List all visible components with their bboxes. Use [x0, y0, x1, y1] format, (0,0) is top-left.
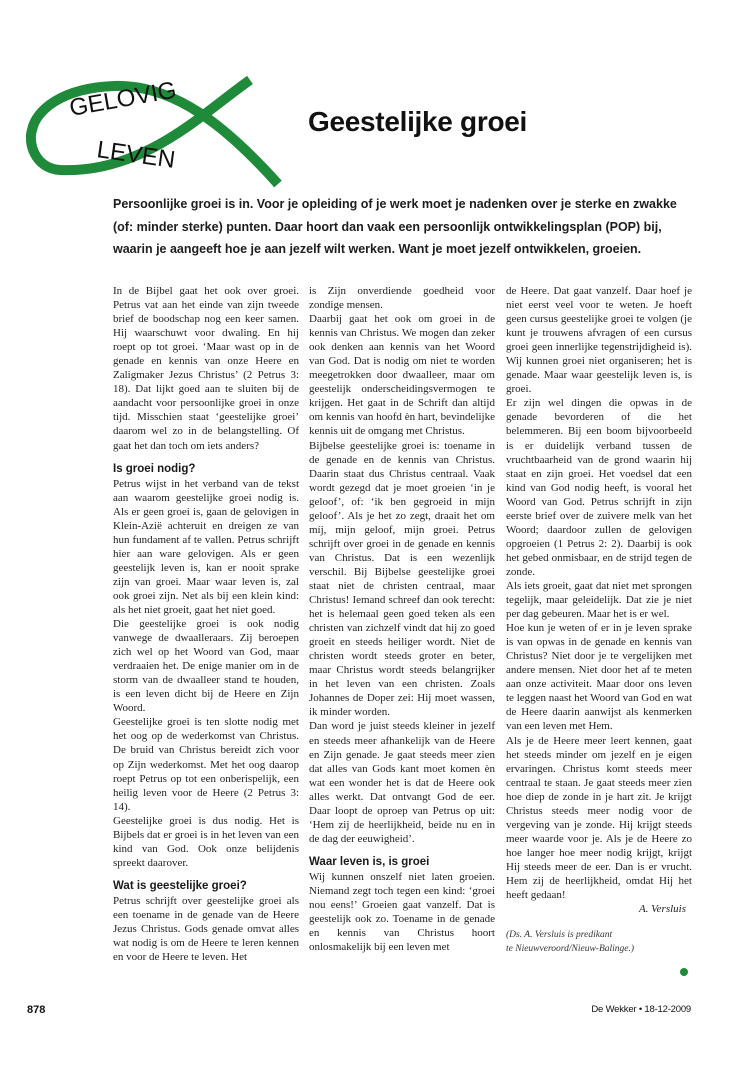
paragraph: Petrus schrijft over geestelijke groei als een toename in de genade van de Heere Jezus Christus. Gods genade omvat alles wat nodig is om de Heere te leren kennen en voor de Heere te leven. Het [113, 894, 299, 964]
author-note-line-2: te Nieuwveroord/Nieuw-Balinge.) [506, 944, 635, 955]
paragraph: Geestelijke groei is dus nodig. Het is Bijbels dat er groei is in het leven van een kind van God. Ook onze belijdenis spreekt daarover. [113, 814, 299, 869]
paragraph: Petrus wijst in het verband van de tekst aan waarom geestelijke groei nodig is. Als er geen groei is, gaan de gelovigen in Klein-Azië achteruit en dreigen ze van hun fundament af te vallen. Petrus schrijft hier aan ware gelovigen. Als er geen geestelijk leven is, kan er nooit sprake zijn van groei. Maar waar leven is, zal ook groei zijn. Net als bij een klein kind: als het niet groeit, gaat het niet goed. [113, 477, 299, 616]
paragraph: Er zijn wel dingen die opwas in de genade bevorderen of die het belemmeren. Bij een boom bijvoorbeeld is er duidelijk verband tussen de vruchtbaarheid van de grond waarin hij staat en zijn groei. Het voedsel dat een kind van God nodig heeft, is vooral het Woord van God. Petrus schrijft in zijn eerste brief over de zuivere melk van het Woord; daardoor zullen de gelovigen opgroeien (1 Petrus 2: 2). Daarbij is ook het gebed onmisbaar, en de strijd tegen de zonde. [506, 397, 692, 578]
end-of-article-dot-icon [680, 968, 688, 976]
logo-word-leven: LEVEN [95, 136, 177, 174]
paragraph: Geestelijke groei is ten slotte nodig met het oog op de wederkomst van Christus. De bruid van Christus bereidt zich voor op Zijn wederkomst. Met het oog daarop roept Petrus op tot een onberispelijk, een heilig leven voor de Heere (2 Petrus 3: 14). [113, 716, 299, 813]
paragraph: Wij kunnen onszelf niet laten groeien. Niemand zegt toch tegen een kind: ‘groei nou eens!’ Groeien gaat vanzelf. Dat is geestelijk ook zo. Toename in de genade en kennis van Christus hoort onlosmakelijk bij een leven met [309, 870, 495, 954]
article-column-1 [113, 284, 299, 964]
paragraph: Daarbij gaat het ook om groei in de kennis van Christus. We mogen dan zeker ook denken aan kennis van het Woord van God. Dat is nodig om niet te worden meegetrokken door dwaalleer, maar om geestelijk onderscheidingsvermogen te krijgen. Het gaat in de Schrift dan altijd om kennis van hoofd èn hart, bevindelijke kennis uit de omgang met Christus. [309, 313, 495, 438]
article-intro: Persoonlijke groei is in. Voor je opleiding of je werk moet je nadenken over je sterke en zwakke (of: minder sterke) punten. Daar hoort dan vaak een persoonlijk ontwikkelingsplan (POP) bij, waarin je aangeeft hoe je aan jezelf wilt werken. Want je moet jezelf ontwikkelen, groeien. [113, 197, 677, 256]
paragraph: In de Bijbel gaat het ook over groei. Petrus vat aan het einde van zijn tweede brief de boodschap nog een keer samen. Hij waarschuwt voor dwaling. En hij roept op tot groei. ‘Maar wast op in de genade en kennis van onze Heere en Zaligmaker Jezus Christus’ (2 Petrus 3: 18). Dat lijkt goed aan te sluiten bij de aandacht voor persoonlijke groei in onze tijd. Misschien staat ‘geestelijke groei’ daarom wel zo in de belangstelling. Of gaat het dan toch om iets anders? [113, 285, 299, 452]
paragraph: Als iets groeit, gaat dat niet met sprongen tegelijk, maar geleidelijk. Dat zie je niet per dag gebeuren. Maar het is er wel. [506, 579, 692, 621]
author-note-line-1: (Ds. A. Versluis is predikant [506, 930, 613, 941]
section-heading: Is groei nodig? [113, 462, 196, 475]
paragraph: Bijbelse geestelijke groei is: toename in de genade en de kennis van Christus. Daarin staat dus Christus centraal. Vaak wordt gezegd dat je moet groeien ‘in je geloof’, of: ‘ik ben gegroeid in mijn geloof’. Als je het zo zegt, draait het om míj, mijn geloof, mijn groei. Petrus schrijft over groei in de genade en kennis van Christus. Dat is een wezenlijk verschil. Bij Bijbelse geestelijke groei staat niet de christen centraal, maar Christus! Iemand schreef dan ook terecht: het is helemaal geen goed teken als een christen van zichzelf vindt dat hij zo goed groeit en steeds heiliger wordt. Niet de christen wordt steeds groter en beter, maar Christus wordt steeds belangrijker in het leven van een christen. Zoals Johannes de Doper zei: Hij moet wassen, ik minder worden. [309, 439, 495, 719]
paragraph: Hoe kun je weten of er in je leven sprake is van opwas in de genade en kennis van Christus? Niet door je te vergelijken met andere mensen. Niet door het af te meten aan onze activiteit. Maar door ons leven te leggen naast het Woord van God en wat de Heere daarin aanwijst als kenmerken van een leven met Hem. [506, 622, 692, 733]
gelovig-leven-fish-logo [26, 72, 298, 190]
article-column-2 [309, 284, 495, 954]
author-note [506, 928, 692, 956]
article-column-3 [506, 284, 692, 956]
section-heading: Wat is geestelijke groei? [113, 879, 247, 892]
paragraph: de Heere. Dat gaat vanzelf. Daar hoef je niet eerst veel voor te weten. Je hoeft geen cursus geestelijke groei te volgen (je kunt je trouwens afvragen of een cursus groei geen innerlijke tegenstrijdigheid is). Wij kunnen groei niet organiseren; het is genade. Maar waar geestelijk leven is, ís groei. [506, 285, 692, 396]
publication-info: De Wekker • 18-12-2009 [591, 1004, 691, 1015]
article-title: Geestelijke groei [308, 106, 528, 137]
paragraph: Die geestelijke groei is ook nodig vanwege de dwaalleraars. Zij beroepen zich wel op het Woord van God, maar verdraaien het. De enige manier om in de storm van de dwaalleer stand te houden, is een leven dicht bij de Heere en Zijn Woord. [113, 618, 299, 715]
paragraph: Dan word je juist steeds kleiner in jezelf en steeds meer afhankelijk van de Heere en Zijn genade. Je gaat steeds meer zien dat alles van Gods kant moet komen èn wat een wonder het is dat de Heere ook alles werkt. Dat ontvangt God de eer. Daar loopt de oproep van Petrus op uit: ‘Hem zij de heerlijkheid, beide nu en in de dag der eeuwigheid’. [309, 720, 495, 845]
section-heading: Waar leven is, is groei [309, 855, 430, 868]
paragraph: is Zijn onverdiende goedheid voor zondige mensen. [309, 285, 495, 312]
author-signature: A. Versluis [638, 903, 686, 916]
logo-word-gelovig: GELOVIG [67, 76, 179, 122]
paragraph: Als je de Heere meer leert kennen, gaat het steeds minder om jezelf en je eigen ervaringen. Christus komt steeds meer centraal te staan. Je gaat steeds meer zien hoe diep de zonde in je hart zit. Je krijgt Christus steeds meer nodig voor de vergeving van je zonde. Hij krijgt steeds meer waarde voor je. Als je de Heere zo hoe langer hoe meer nodig krijgt, krijgt Hij steeds meer de eer. Dan is er vrucht. Hem zij de heerlijkheid, omdat Hij het heeft gedaan! [506, 734, 692, 902]
page-number: 878 [27, 1004, 46, 1016]
